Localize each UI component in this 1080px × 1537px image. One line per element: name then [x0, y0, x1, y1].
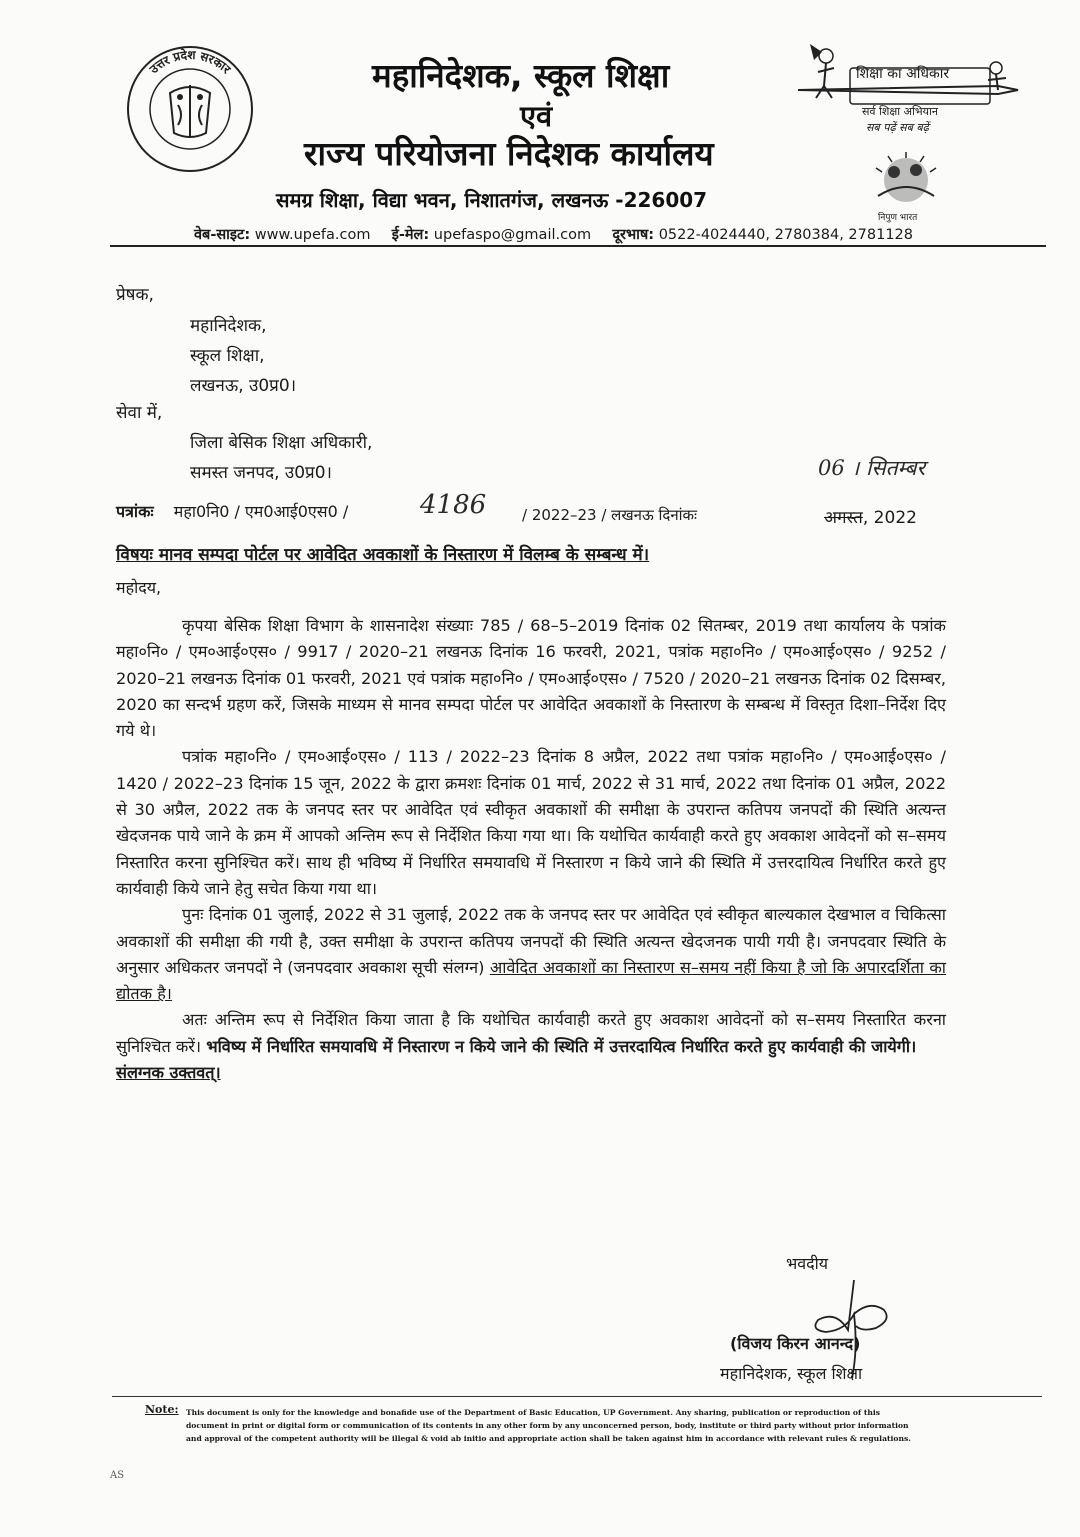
paragraph-4-bold: भविष्य में निर्धारित समयावधि में निस्तारण न किये जाने की स्थिति में उत्तरदायित्व निर्धारित करते हुए कार्यवाही की जायेगी। [206, 1036, 917, 1056]
printed-year: , 2022 [862, 508, 917, 528]
office-title-line1: महानिदेशक, स्कूल शिक्षा [372, 56, 670, 95]
website-link[interactable]: www.upefa.com [254, 227, 371, 243]
office-title-line3: राज्य परियोजना निदेशक कार्यालय [304, 134, 714, 173]
up-government-emblem [126, 45, 254, 173]
ssa-name: सर्व शिक्षा अभियान [862, 105, 938, 118]
handwritten-date: 06 । सितम्बर [818, 456, 926, 480]
sender-line1: महानिदेशक, [190, 316, 267, 336]
phone-label: दूरभाष: [612, 227, 655, 243]
svg-text:उत्तर प्रदेश सरकार: उत्तर प्रदेश सरकार [146, 47, 234, 77]
recipient-line1: जिला बेसिक शिक्षा अधिकारी, [190, 433, 373, 453]
reference-label: पत्रांकः [116, 502, 154, 521]
typist-initials: AS [110, 1470, 125, 1481]
website-label: वेब-साइट: [194, 227, 251, 243]
paragraph-3 [116, 902, 946, 1007]
email-label: ई-मेल: [391, 227, 430, 243]
subject-line: विषयः मानव सम्पदा पोर्टल पर आवेदित अवकाशों के निस्तारण में विलम्ब के सम्बन्ध में। [116, 545, 650, 565]
closing: भवदीय [786, 1254, 829, 1273]
signatory-name: (विजय किरन आनन्द) [730, 1334, 861, 1353]
paragraph-3-underlined: आवेदित अवकाशों का निस्तारण स–समय नहीं किया है जो कि अपारदर्शिता का द्योतक है। [116, 957, 946, 1004]
note-text: This document is only for the knowledge and bonafide use of the Department of Basic Education, UP Government. Any sharing, publication or reproduction of this document in print or digital form or communication of its contents in any other form by any unconcerned person, body, institute or third party without prior information and approval of the competent authority will be illegal & void ab initio and appropriate action shall be taken against him in accordance with relevant rules & regulations. [186, 1408, 911, 1443]
contact-row [194, 224, 913, 244]
email-link[interactable]: upefaspo@gmail.com [433, 227, 592, 243]
struck-month: अगस्त [824, 508, 863, 528]
enclosure-note: संलग्नक उक्तवत्। [116, 1063, 221, 1083]
paragraph-1: कृपया बेसिक शिक्षा विभाग के शासनादेश संख्याः 785 / 68–5–2019 दिनांक 02 सितम्बर, 2019 तथा कार्यालय के पत्रांक महा०नि० / एम०आई०एस० / 9917 / 2020–21 लखनऊ दिनांक 16 फरवरी, 2021, पत्रांक महा०नि० / एम०आई०एस० / 9252 / 2020–21 लखनऊ दिनांक 01 फरवरी, 2021 एवं पत्रांक महा०नि० / एम०आई०एस० / 7520 / 2020–21 लखनऊ दिनांक 02 दिसम्बर, 2020 का सन्दर्भ ग्रहण करें, जिसके माध्यम से मानव सम्पदा पोर्टल पर आवेदित अवकाशों के निस्तारण के सम्बन्ध में विस्तृत दिशा–निर्देश दिए गये थे। [116, 616, 946, 741]
sender-line3: लखनऊ, उ0प्र0। [190, 376, 297, 396]
recipient-line2: समस्त जनपद, उ0प्र0। [190, 463, 332, 483]
header-divider [110, 245, 1046, 247]
rte-title: शिक्षा का अधिकार [856, 66, 950, 82]
handwritten-reference-number: 4186 [420, 490, 487, 520]
phone-numbers: 0522-4024440, 2780384, 2781128 [658, 227, 913, 243]
office-title-line2: एवं [520, 99, 553, 133]
signatory-designation: महानिदेशक, स्कूल शिक्षा [720, 1364, 863, 1383]
paragraph-2: पत्रांक महा०नि० / एम०आई०एस० / 113 / 2022–23 दिनांक 8 अप्रैल, 2022 तथा पत्रांक महा०नि० / एम०आई०एस० / 1420 / 2022–23 दिनांक 15 जून, 2022 के द्वारा क्रमशः दिनांक 01 मार्च, 2022 से 31 मार्च, 2022 तथा दिनांक 01 अप्रैल, 2022 से 30 अप्रैल, 2022 तक के जनपद स्तर पर आवेदित एवं स्वीकृत अवकाशों की समीक्षा के उपरान्त कतिपय जनपदों की स्थिति अत्यन्त खेदजनक पाये जाने के क्रम में आपको अन्तिम रूप से निर्देशित किया गया था। कि यथोचित कार्यवाही करते हुए अवकाश आवेदनों को स–समय निस्तारित करना सुनिश्चित करें। साथ ही भविष्य में निर्धारित समयावधि में निस्तारण न किये जाने की स्थिति में उत्तरदायित्व निर्धारित करते हुए कार्यवाही किये जाने हेतु सचेत किया गया था। [116, 747, 946, 898]
reference-suffix: / 2022–23 / लखनऊ दिनांकः [522, 506, 698, 524]
ssa-slogan: सब पढ़ें सब बढ़ें [866, 121, 929, 134]
nipun-bharat-label: निपुण भारत [878, 213, 918, 223]
reference-line [116, 500, 348, 522]
note-label: Note: [145, 1403, 179, 1416]
sender-line2: स्कूल शिक्षा, [190, 346, 265, 366]
paragraph-3-text: पुनः दिनांक 01 जुलाई, 2022 से 31 जुलाई, 2022 तक के जनपद स्तर पर आवेदित एवं स्वीकृत बाल्यकाल देखभाल व चिकित्सा अवकाशों की समीक्षा की गयी है, उक्त समीक्षा के उपरान्त कतिपय जनपदों की स्थिति अत्यन्त खेदजनक पायी गयी है। जनपदवार स्थिति के अनुसार अधिकतर जनपदों ने (जनपदवार अवकाश सूची संलग्न) [116, 905, 946, 977]
printed-date [824, 505, 917, 528]
paragraph-4-text: अतः अन्तिम रूप से निर्देशित किया जाता है कि यथोचित कार्यवाही करते हुए अवकाश आवेदनों को स–समय निस्तारित करना सुनिश्चित करें। [116, 1010, 946, 1056]
footer-divider [112, 1396, 1042, 1397]
paragraph-4 [116, 1007, 946, 1060]
nipun-bharat-logo [866, 148, 946, 210]
letter-body [116, 613, 946, 1086]
office-address: समग्र शिक्षा, विद्या भवन, निशातगंज, लखनऊ -226007 [276, 188, 708, 212]
sender-label: प्रेषक, [116, 285, 154, 305]
salutation: महोदय, [116, 578, 162, 597]
reference-prefix: महा0नि0 / एम0आई0एस0 / [173, 502, 349, 521]
recipient-label: सेवा में, [116, 403, 163, 423]
